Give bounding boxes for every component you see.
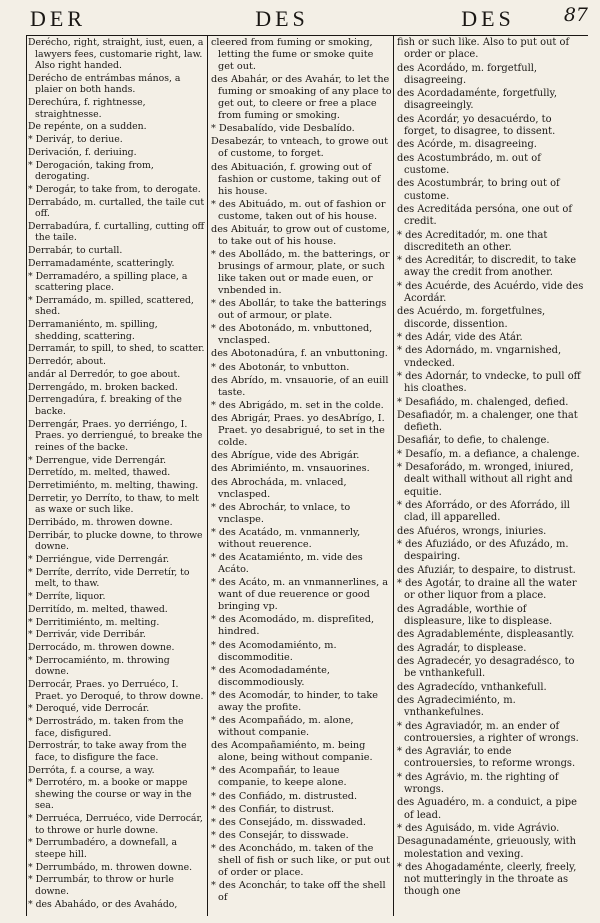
- dictionary-entry: * des Acomodádo, m. dispreſited, hindred.: [211, 614, 375, 638]
- dictionary-entry: * Derrotéro, m. a booke or mappe shewing the course or way in the sea.: [28, 777, 192, 812]
- dictionary-entry: De repénte, on a sudden.: [28, 121, 147, 133]
- dictionary-entry: * des Adár, vide des Atár.: [397, 331, 523, 343]
- dictionary-entry: * des Aconchádo, m. taken of the shell of fish or such like, or put out of order or place.: [211, 843, 390, 879]
- dictionary-entry: * Derríte, liquor.: [28, 591, 106, 603]
- dictionary-entry: * des Abrochár, to vnlace, to vnclaspe.: [211, 501, 351, 525]
- dictionary-entry: * des Acreditadór, m. one that discrediteth an other.: [397, 229, 548, 253]
- dictionary-entry: * des Abotonádo, m. vnbuttoned, vnclasped.: [211, 323, 373, 347]
- dictionary-entry: * des Acatamiénto, m. vide des Acáto.: [211, 552, 363, 576]
- dictionary-entry: * des Consejár, to disswade.: [211, 830, 349, 842]
- dictionary-entry: * des Confiár, to distrust.: [211, 803, 335, 815]
- dictionary-entry: des Acostumbrádo, m. out of custome.: [397, 152, 541, 176]
- dictionary-entry: des Agradableménte, displeasantly.: [397, 629, 575, 641]
- dictionary-entry: * des Agotár, to draine all the water or other liquor from a place.: [397, 578, 577, 602]
- dictionary-entry: des Abituár, to grow out of custome, to take out of his house.: [211, 223, 390, 247]
- page-number: 87: [563, 4, 588, 26]
- running-head-right: DES: [461, 6, 515, 31]
- column-1: [28, 37, 206, 917]
- dictionary-entry: * des Agraviár, to ende controuersies, to reforme wrongs.: [397, 746, 576, 770]
- dictionary-entry: Derrabár, to curtall.: [28, 245, 123, 257]
- dictionary-entry: * Derrengue, vide Derrengár.: [28, 454, 167, 466]
- dictionary-entry: * des Abrigádo, m. set in the colde.: [211, 399, 384, 411]
- dictionary-entry: des Afuziár, to despaire, to distrust.: [397, 564, 576, 576]
- dictionary-entry: * des Acatádo, m. vnmannerly, without reuerence.: [211, 526, 361, 550]
- dictionary-entry: * Derrocamiénto, m. throwing downe.: [28, 654, 170, 678]
- dictionary-entry: Derécho, right, straight, iust, euen, a lawyers fees, customarie right, law. Also right handed.: [28, 37, 204, 72]
- dictionary-entry: des Abrigár, Praes. yo desAbrígo, I. Praet. yo desabrigué, to set in the colde.: [211, 413, 385, 449]
- dictionary-entry: * des Acomodár, to hinder, to take away the profite.: [211, 689, 378, 713]
- dictionary-entry: des Agradár, to displease.: [397, 642, 527, 654]
- dictionary-entry: des Acordádo, m. forgetfull, disagreeing.: [397, 62, 538, 86]
- dictionary-entry: Derécho de entrámbas mános, a plaier on both hands.: [28, 72, 181, 96]
- dictionary-entry: * des Agrávio, m. the righting of wrongs.: [397, 771, 559, 795]
- header-rule: [26, 35, 588, 36]
- dictionary-entry: * des Abotonár, to vnbutton.: [211, 361, 350, 373]
- dictionary-entry: * des Acompañár, to leaue companie, to keepe alone.: [211, 765, 347, 789]
- dictionary-entry: * des Confiádo, m. distrusted.: [211, 790, 358, 802]
- dictionary-entry: * des Aforrádo, or des Aforrádo, ill clad, ill apparelled.: [397, 500, 570, 524]
- dictionary-entry: Derrengadúra, f. breaking of the backe.: [28, 394, 182, 417]
- dictionary-entry: * Deriváɼ, to deriue.: [28, 134, 123, 146]
- running-head-left: DER: [30, 6, 86, 31]
- dictionary-entry: des Agradáble, worthie of displeasure, like to displease.: [397, 603, 553, 627]
- dictionary-entry: Derretimiénto, m. melting, thawing.: [28, 480, 199, 491]
- running-header: [0, 0, 600, 34]
- dictionary-entry: des Abituación, f. growing out of fashion or custome, taking out of his house.: [211, 161, 381, 197]
- dictionary-entry: * des Adornádo, m. vngarnished, vndecked.: [397, 345, 562, 369]
- dictionary-entry: des Acórde, m. disagreeing.: [397, 139, 537, 151]
- dictionary-entry: * des Acuérde, des Acuérdo, vide des Acordár.: [397, 280, 584, 304]
- dictionary-entry: des Agradecér, yo desagradésco, to be vnthankefull.: [397, 656, 575, 680]
- dictionary-entry: des Acostumbrár, to bring out of custome.: [397, 178, 560, 202]
- dictionary-entry: Derrengár, Praes. yo derriéngo, I. Praes. yo derriengué, to breake the reines of the backe.: [28, 418, 203, 453]
- dictionary-entry: * Derogación, taking from, derogating.: [28, 159, 154, 183]
- dictionary-entry: Desafiár, to defie, to chalenge.: [397, 435, 550, 447]
- dictionary-entry: Derróta, f. a course, a way.: [28, 764, 155, 776]
- dictionary-entry: fish or such like. Also to put out of order or place.: [397, 37, 570, 61]
- dictionary-entry: des Agradecído, vnthankefull.: [397, 681, 547, 693]
- dictionary-entry: Derramadaménte, scatteringly.: [28, 257, 175, 269]
- dictionary-entry: * des Aguisádo, m. vide Agrávio.: [397, 822, 560, 834]
- dictionary-entry: * des Abahádo, or des Avahádo,: [28, 898, 178, 910]
- dictionary-entry: andár al Derredór, to goe about.: [28, 368, 181, 380]
- dictionary-entry: des Abrimiénto, m. vnsauorines.: [211, 463, 370, 475]
- dictionary-entry: * Derrumbádo, m. throwen downe.: [28, 861, 193, 873]
- dictionary-entry: Derrabádo, m. curtalled, the taile cut off.: [28, 196, 205, 220]
- dictionary-entry: * Derogár, to take from, to derogate.: [28, 183, 201, 195]
- dictionary-entry: * Derrostrádo, m. taken from the face, disfigured.: [28, 716, 184, 739]
- column-divider-2: [393, 36, 394, 916]
- dictionary-entry: Derrabadúra, f. curtalling, cutting off the taile.: [28, 220, 205, 244]
- dictionary-entry: * des Agraviadór, m. an ender of controuersies, a righter of wrongs.: [397, 720, 579, 744]
- dictionary-entry: Derrocár, Praes. yo Derruéco, I. Praet. yo Deroqué, to throw downe.: [28, 679, 204, 702]
- dictionary-entry: des Abrígue, vide des Abrigár.: [211, 450, 360, 462]
- dictionary-entry: * des Abolládo, m. the batterings, or brusings of armour, plate, or such like taken out or made euen, or vnbended in.: [211, 249, 390, 296]
- dictionary-entry: * des Aconchár, to take off the shell of: [211, 880, 386, 904]
- dictionary-entry: des Afuéros, wrongs, iniuries.: [397, 525, 547, 537]
- dictionary-entry: Desagunadaménte, grieuously, with molestation and vexing.: [397, 836, 576, 860]
- dictionary-entry: * des Acompañádo, m. alone, without companie.: [211, 715, 354, 739]
- column-3: [397, 37, 584, 917]
- dictionary-entry: des Acuérdo, m. forgetfulnes, discorde, dissention.: [397, 306, 546, 330]
- dictionary-entry: Derribár, to plucke downe, to throwe downe.: [28, 529, 203, 553]
- dictionary-entry: Derrengádo, m. broken backed.: [28, 381, 178, 393]
- dictionary-entry: Derrocádo, m. throwen downe.: [28, 641, 175, 653]
- dictionary-entry: Derretído, m. melted, thawed.: [28, 467, 171, 479]
- dictionary-entry: * Derrivár, vide Derribár.: [28, 629, 146, 641]
- dictionary-entry: * Derramádo, m. spilled, scattered, shed.: [28, 294, 194, 318]
- dictionary-entry: des Abotonadúra, f. an vnbuttoning.: [211, 348, 388, 360]
- dictionary-entry: * Derramadéro, a spilling place, a scattering place.: [28, 270, 188, 294]
- dictionary-entry: Derramaniénto, m. spilling, shedding, scattering.: [28, 319, 158, 342]
- dictionary-entry: * Desaforádo, m. wronged, iniured, dealt withall without all right and equitie.: [397, 462, 574, 498]
- dictionary-entry: des Acreditáda persóna, one out of credit.: [397, 203, 573, 228]
- dictionary-entry: * des Abollár, to take the batterings out of armour, or plate.: [211, 298, 387, 322]
- dictionary-entry: * Derrumbár, to throw or hurle downe.: [28, 874, 174, 897]
- running-head-center: DES: [255, 6, 309, 31]
- dictionary-entry: Derechúra, f. rightnesse, straightnesse.: [28, 97, 146, 120]
- dictionary-entry: des Agradecimiénto, m. vnthankefulnes.: [397, 694, 516, 719]
- dictionary-entry: * des Afuziádo, or des Afuzádo, m. despairing.: [397, 539, 569, 563]
- dictionary-entry: * des Acreditár, to discredit, to take away the credit from another.: [397, 255, 577, 279]
- dictionary-entry: * des Acomodadaménte, discommodiously.: [211, 664, 330, 688]
- dictionary-entry: Derretir, yo Derríto, to thaw, to melt as waxe or such like.: [28, 492, 199, 516]
- dictionary-entry: * Derríte, derríto, vide Derretír, to melt, to thaw.: [28, 566, 190, 590]
- dictionary-entry: Desabezár, to vnteach, to growe out of custome, to forget.: [211, 136, 389, 160]
- dictionary-entry: Derritído, m. melted, thawed.: [28, 603, 168, 615]
- dictionary-entry: * Desafiádo, m. chalenged, defied.: [397, 396, 569, 408]
- dictionary-entry: * Derritimiénto, m. melting.: [28, 616, 160, 628]
- column-2: [211, 37, 392, 917]
- dictionary-entry: * Derriéngue, vide Derrengár.: [28, 554, 170, 566]
- dictionary-entry: * des Adornár, to vndecke, to pull off his cloathes.: [397, 370, 581, 395]
- dictionary-entry: Desafiadór, m. a chalenger, one that defieth.: [397, 409, 578, 434]
- dictionary-entry: * des Consejádo, m. disswaded.: [211, 816, 366, 828]
- column-divider-1: [207, 36, 208, 916]
- dictionary-entry: des Acordár, yo desacuérdo, to forget, to disagree, to dissent.: [397, 113, 556, 137]
- dictionary-entry: Derivación, f. deriuing.: [28, 146, 137, 158]
- dictionary-entry: Derrostrár, to take away from the face, to disfigure the face.: [28, 740, 187, 763]
- dictionary-entry: des Abrído, m. vnsauorie, of an euill taste.: [211, 374, 389, 398]
- dictionary-entry: des Acompañamiénto, m. being alone, being without companie.: [211, 740, 373, 764]
- dictionary-entry: Derribádo, m. throwen downe.: [28, 517, 173, 529]
- dictionary-entry: Derramár, to spill, to shed, to scatter.: [28, 343, 205, 355]
- dictionary-entry: des Aguadéro, m. a conduict, a pipe of lead.: [397, 797, 577, 821]
- dictionary-entry: * Desafío, m. a defiance, a chalenge.: [397, 448, 580, 460]
- dictionary-entry: * Desabalído, vide Desbalído.: [211, 123, 355, 135]
- dictionary-entry: * des Acomodamiénto, m. discommoditie.: [211, 639, 337, 663]
- dictionary-entry: * Derrumbadéro, a downefall, a steepe hill.: [28, 837, 178, 860]
- margin-rule-left: [26, 36, 27, 916]
- dictionary-entry: des Abahár, or des Avahár, to let the fuming or smoaking of any place to get out, to cleere or free a place from fuming or smoking.: [211, 74, 392, 122]
- dictionary-entry: * des Abituádo, m. out of fashion or custome, taken out of his house.: [211, 198, 386, 222]
- dictionary-entry: * Deroqué, vide Derrocár.: [28, 703, 150, 715]
- dictionary-entry: cleered from fuming or smoking, letting the fume or smoke quite get out.: [211, 37, 374, 72]
- dictionary-entry: des Abrocháda, m. vnlaced, vnclasped.: [211, 476, 347, 500]
- dictionary-entry: * Derruéca, Derruéco, vide Derrocár, to throwe or hurle downe.: [28, 813, 203, 836]
- dictionary-entry: * des Ahogadaménte, cleerly, freely, not mutteringly in the throate as though one: [397, 861, 577, 898]
- dictionary-entry: * des Acáto, m. an vnmannerlines, a want of due reuerence or good bringing vp.: [211, 577, 389, 613]
- dictionary-entry: Derredór, about.: [28, 356, 106, 368]
- dictionary-entry: des Acordadaménte, forgetfully, disagreeingly.: [397, 88, 557, 112]
